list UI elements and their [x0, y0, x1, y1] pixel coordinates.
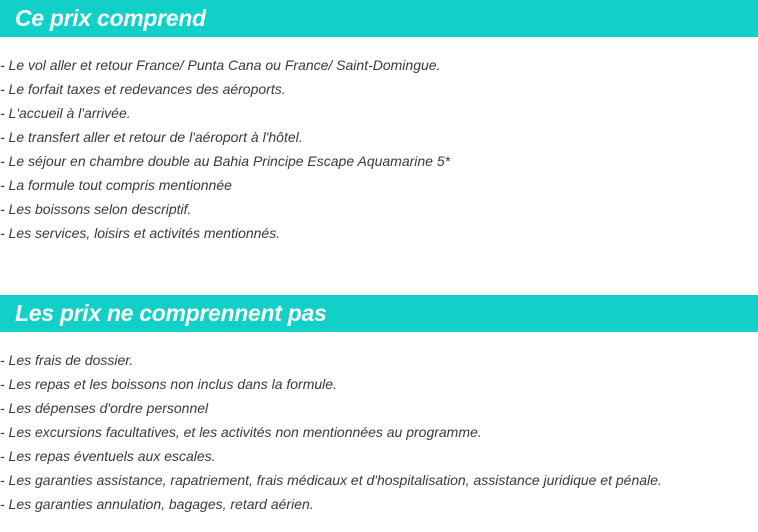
included-items-list	[0, 53, 450, 245]
included-section-title: Ce prix comprend	[15, 5, 206, 31]
excluded-item: - Les garanties annulation, bagages, retard aérien.	[0, 496, 314, 512]
excluded-items-list	[0, 348, 662, 516]
included-item: - Le forfait taxes et redevances des aéroports.	[0, 81, 286, 97]
excluded-item: - Les excursions facultatives, et les activités non mentionnées au programme.	[0, 424, 482, 440]
excluded-item: - Les repas éventuels aux escales.	[0, 448, 216, 464]
excluded-section-header	[0, 295, 758, 332]
excluded-item: - Les garanties assistance, rapatriement, frais médicaux et d'hospitalisation, assistance juridique et pénale.	[0, 472, 662, 488]
included-item: - Les services, loisirs et activités mentionnés.	[0, 225, 281, 241]
excluded-section-title: Les prix ne comprennent pas	[15, 300, 327, 326]
included-item: - L'accueil à l'arrivée.	[0, 105, 131, 121]
included-item: - Le séjour en chambre double au Bahia Principe Escape Aquamarine 5*	[0, 153, 451, 169]
excluded-item: - Les frais de dossier.	[0, 352, 134, 368]
included-section-header	[0, 0, 758, 37]
excluded-item: - Les repas et les boissons non inclus dans la formule.	[0, 376, 337, 392]
included-item: - Le vol aller et retour France/ Punta Cana ou France/ Saint-Domingue.	[0, 57, 441, 73]
included-item: - La formule tout compris mentionnée	[0, 177, 232, 193]
excluded-item: - Les dépenses d'ordre personnel	[0, 400, 209, 416]
included-item: - Les boissons selon descriptif.	[0, 201, 192, 217]
included-item: - Le transfert aller et retour de l'aéroport à l'hôtel.	[0, 129, 303, 145]
